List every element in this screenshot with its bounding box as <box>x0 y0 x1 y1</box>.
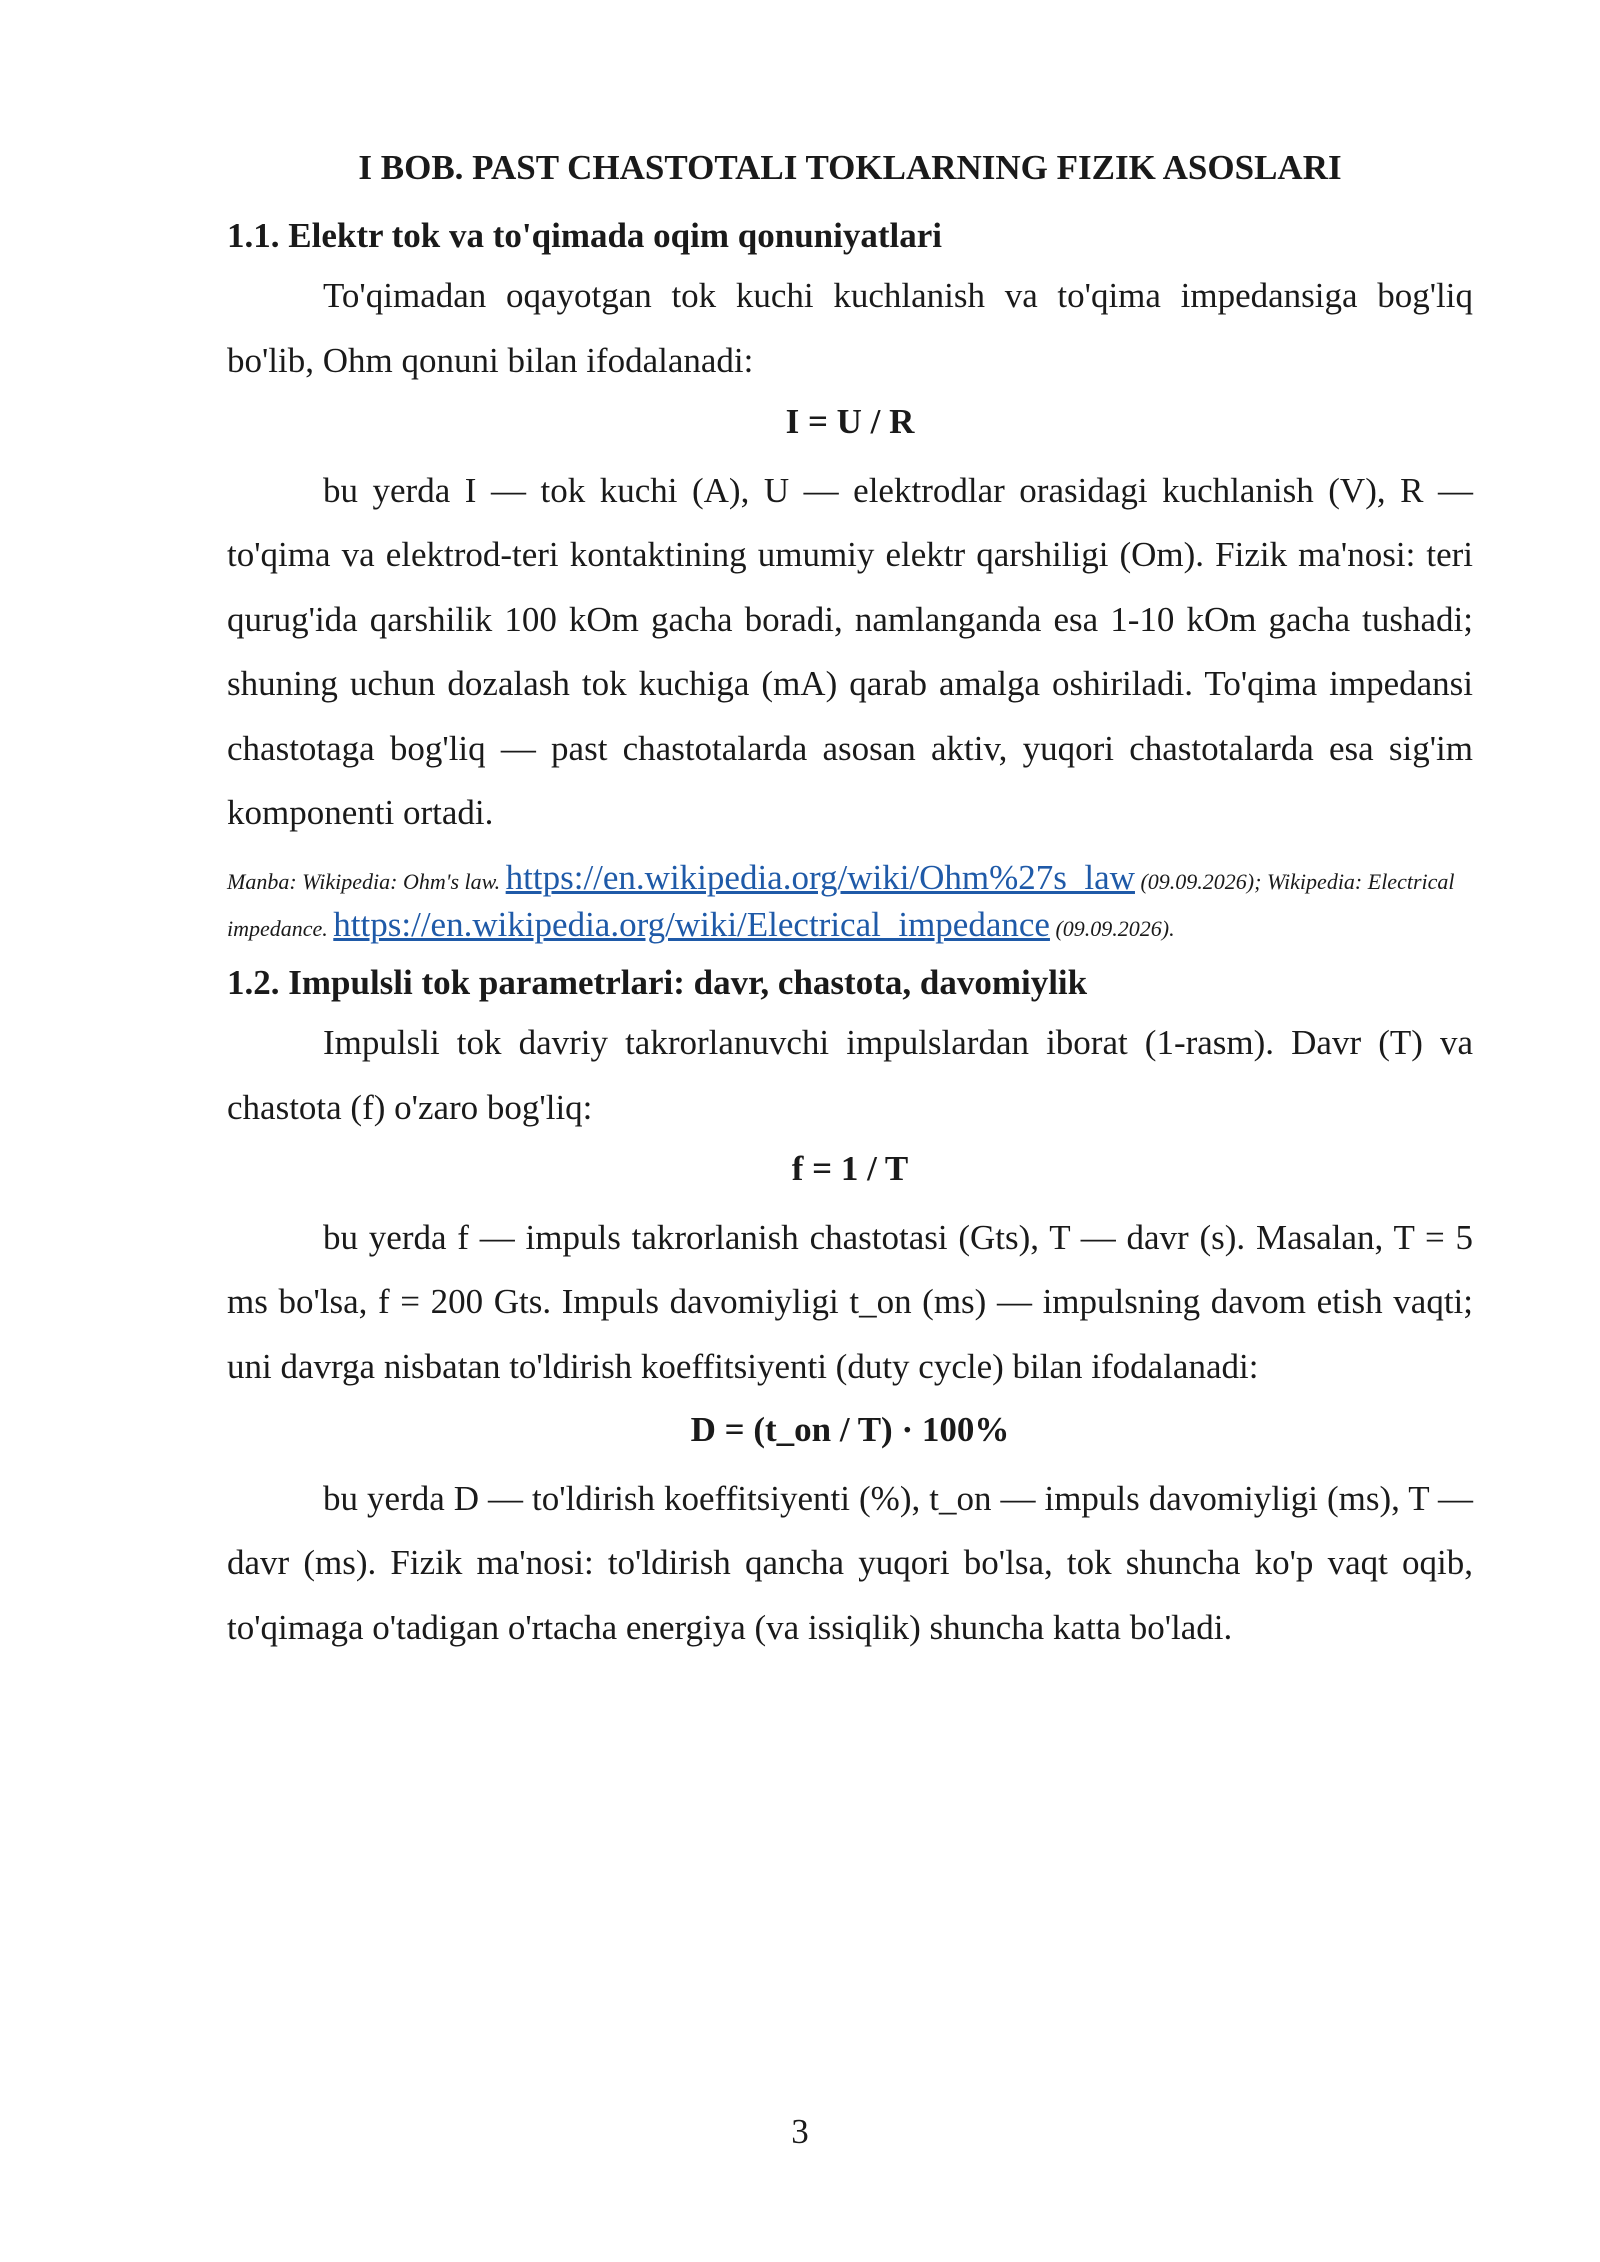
source-suffix: (09.09.2026). <box>1055 915 1175 941</box>
source-middle: (09.09.2026); Wikipedia: Electrical impedance. <box>227 868 1455 941</box>
formula-duty-cycle: D = (t_on / T) · 100% <box>690 1410 1010 1449</box>
source-citation <box>227 856 1473 950</box>
document-page <box>227 145 1473 1660</box>
section-heading-1-2: 1.2. Impulsli tok parametrlari: davr, chastota, davomiylik <box>227 962 1088 1002</box>
section-1-1-intro: To'qimadan oqayotgan tok kuchi kuchlanish va to'qima impedansiga bog'liq bo'lib, Ohm qonuni bilan ifodalanadi: <box>227 276 1473 380</box>
source-prefix: Manba: Wikipedia: Ohm's law. <box>227 868 501 894</box>
section-1-2-intro: Impulsli tok davriy takrorlanuvchi impulslardan iborat (1-rasm). Davr (T) va chastota (f) o'zaro bog'liq: <box>227 1023 1473 1127</box>
formula-ohm-law: I = U / R <box>785 402 915 441</box>
section-1-1-explanation: bu yerda I — tok kuchi (A), U — elektrodlar orasidagi kuchlanish (V), R — to'qima va elektrod-teri kontaktining umumiy elektr qarshiligi (Om). Fizik ma'nosi: teri qurug'ida qarshilik 100 kOm gacha boradi, namlanganda esa 1-10 kOm gacha tushadi; shuning uchun dozalash tok kuchiga (mA) qarab amalga oshiriladi. To'qima impedansi chastotaga bog'liq — past chastotalarda asosan aktiv, yuqori chastotalarda esa sig'im komponenti ortadi. <box>227 470 1473 832</box>
source-link-electrical-impedance[interactable]: https://en.wikipedia.org/wiki/Electrical_impedance <box>333 904 1050 944</box>
section-heading-1-1: 1.1. Elektr tok va to'qimada oqim qonuniyatlari <box>227 215 943 255</box>
chapter-title: I BOB. PAST CHASTOTALI TOKLARNING FIZIK ASOSLARI <box>358 148 1342 187</box>
formula-frequency: f = 1 / T <box>791 1149 909 1188</box>
section-1-2-explanation-1: bu yerda f — impuls takrorlanish chastotasi (Gts), T — davr (s). Masalan, T = 5 ms bo'lsa, f = 200 Gts. Impuls davomiyligi t_on (ms) — impulsning davom etish vaqti; uni davrga nisbatan to'ldirish koeffitsiyenti (duty cycle) bilan ifodalanadi: <box>227 1217 1473 1386</box>
section-1-2-explanation-2: bu yerda D — to'ldirish koeffitsiyenti (%), t_on — impuls davomiyligi (ms), T — davr (ms). Fizik ma'nosi: to'ldirish qancha yuqori bo'lsa, tok shuncha ko'p vaqt oqib, to'qimaga o'tadigan o'rtacha energiya (va issiqlik) shuncha katta bo'ladi. <box>227 1478 1473 1647</box>
page-number: 3 <box>791 2112 809 2151</box>
source-link-ohms-law[interactable]: https://en.wikipedia.org/wiki/Ohm%27s_law <box>505 857 1135 897</box>
